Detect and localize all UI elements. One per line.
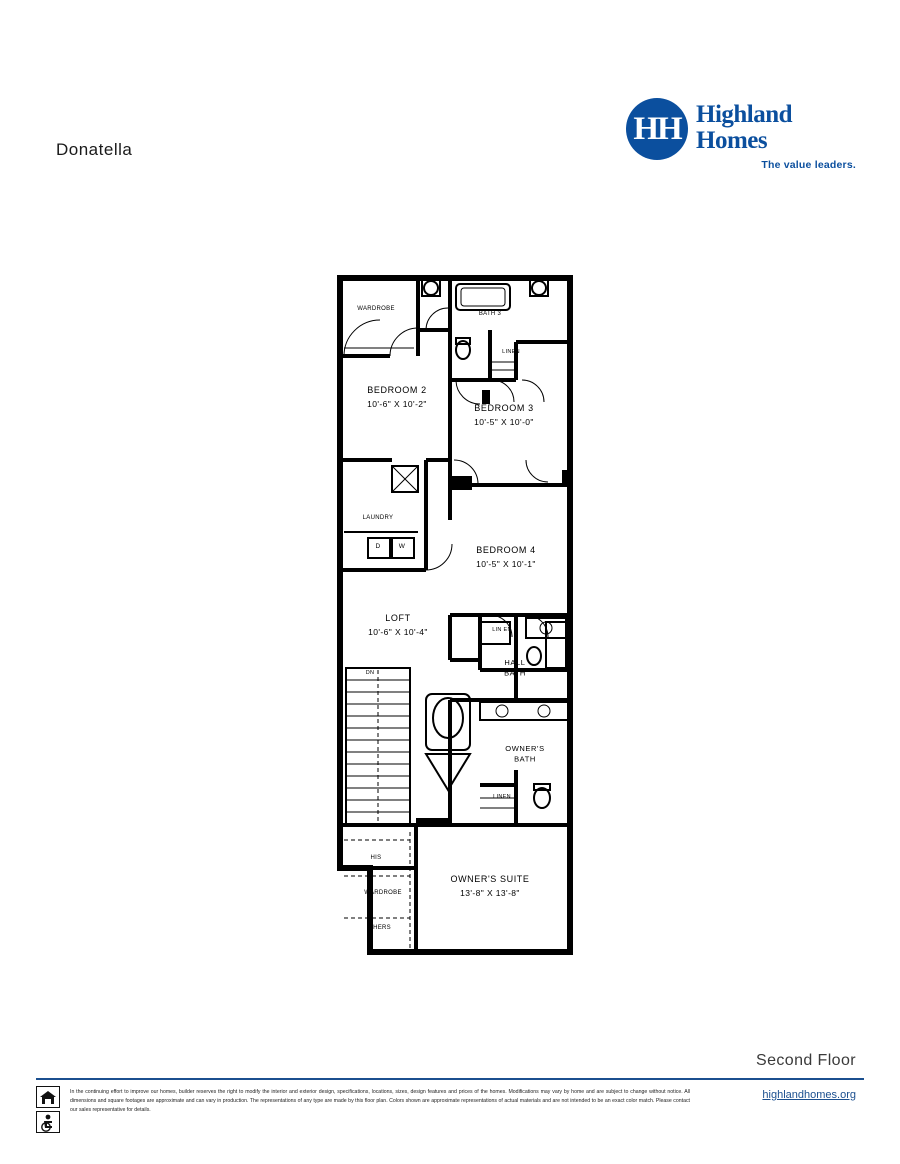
room-label: BEDROOM 4 [476, 545, 536, 555]
room-label: LOFT [385, 613, 411, 623]
room-dimensions: 10'-5" X 10'-0" [474, 417, 534, 427]
room-label: HERS [373, 925, 391, 931]
room-label: LINEN [502, 349, 520, 355]
brand-logo-mark [626, 98, 688, 160]
page-title: Donatella [56, 140, 133, 159]
room-label: BEDROOM 2 [367, 385, 427, 395]
room-dimensions: 10'-6" X 10'-2" [367, 399, 427, 409]
equal-housing-opportunity-icon [36, 1086, 60, 1108]
floor-caption: Second Floor [756, 1052, 856, 1069]
accessibility-icon [36, 1111, 60, 1133]
room-dimensions: 10'-5" X 10'-1" [476, 559, 536, 569]
brand-wordmark [696, 102, 856, 171]
brand-tagline: The value leaders. [761, 158, 856, 171]
room-label: LAUNDRY [362, 515, 394, 521]
room-label: BEDROOM 3 [474, 403, 534, 413]
room-label: WARDROBE [357, 306, 395, 312]
room-label: OWNER'S SUITE [450, 874, 530, 884]
brand-name: Highland Homes [696, 101, 793, 155]
footer-divider [36, 1078, 864, 1080]
brand-logo [626, 98, 856, 171]
room-label: W [398, 543, 406, 550]
floor-plan-drawing [330, 270, 580, 960]
room-label: BATH 3 [478, 311, 502, 317]
room-label: HIS [370, 855, 382, 861]
room-dimensions: 13'-8" X 13'-8" [460, 888, 520, 898]
room-label: OWNER'S BATH [505, 744, 545, 764]
room-label: D [375, 543, 381, 550]
website-link[interactable]: highlandhomes.org [762, 1089, 856, 1101]
room-label: HALL BATH [504, 658, 526, 678]
room-dimensions: 10'-6" X 10'-4" [368, 627, 428, 637]
equal-housing-icons [36, 1086, 62, 1136]
room-label: WARDROBE [364, 890, 402, 896]
disclaimer-text: In the continuing effort to improve our homes, builder reserves the right to modify the interior and exterior design, specifications, locations, sizes, design features and prices of the homes. Modifications may vary by home and are subject to change without notice. All dimensions and square footages are approximate and can vary in production. The representations of any type are made by this floor plan. Colors shown are approximate representations of actual materials and are not intended to be an exact color match. Please contact our sales representative for details. [70, 1089, 690, 1114]
brand-monogram: HH [633, 110, 681, 147]
room-label: LIN EN [492, 627, 512, 633]
room-label: LINEN [493, 794, 511, 800]
room-label: DN [365, 670, 375, 676]
